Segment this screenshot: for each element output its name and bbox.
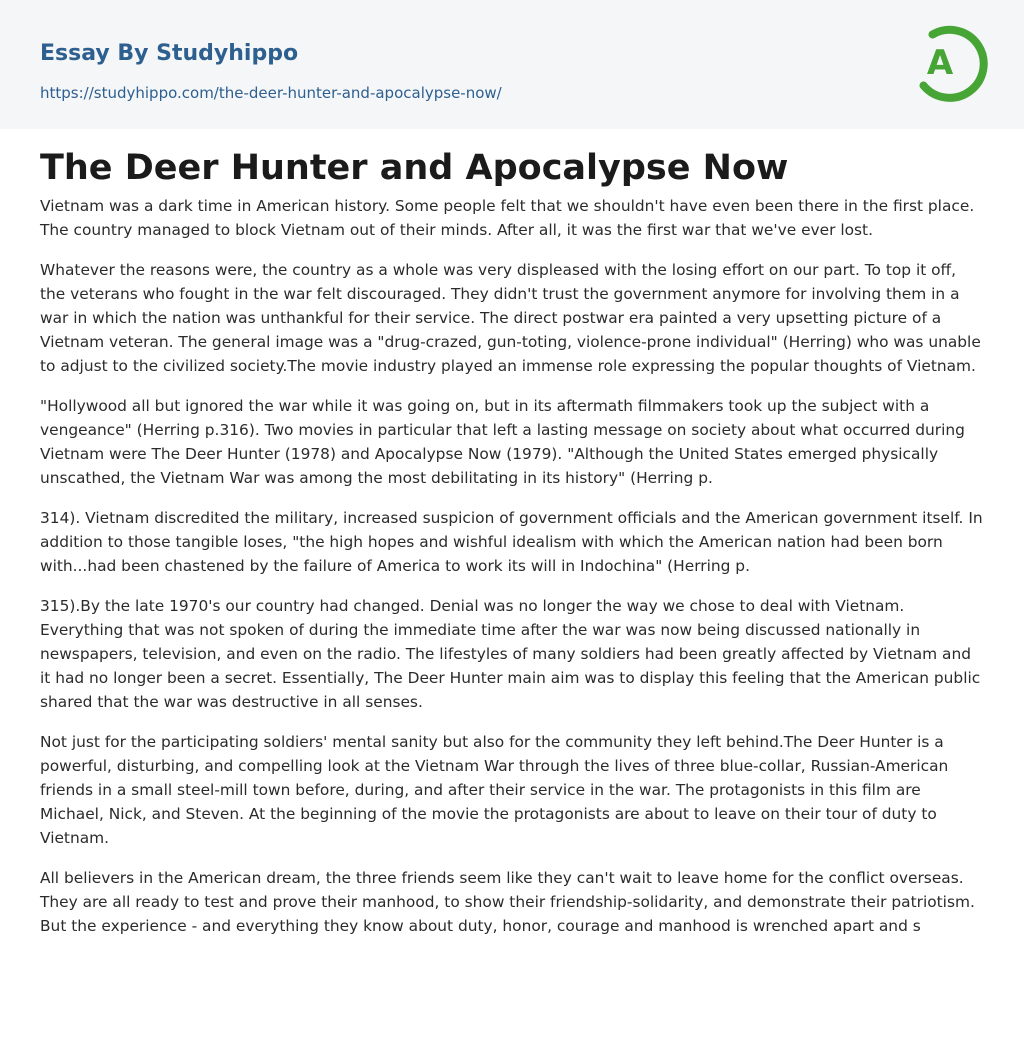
article-paragraph: 314). Vietnam discredited the military, increased suspicion of government officials and the American government itself. In addition to those tangible loses, "the high hopes and wishful idealism with which the American nation had been born with...had been chastened by the failure of America to work its will in Indochina" (Herring p. xyxy=(40,509,983,575)
article-title: The Deer Hunter and Apocalypse Now xyxy=(40,148,789,188)
article-paragraph: Whatever the reasons were, the country as a whole was very displeased with the losing effort on our part. To top it off, the veterans who fought in the war felt discouraged. They didn't trust the government anymore for involving them in a war in which the nation was unthankful for their service. The direct postwar era painted a very upsetting picture of a Vietnam veteran. The general image was a "drug-crazed, gun-toting, violence-prone individual" (Herring) who was unable to adjust to the civilized society.The movie industry played an immense role expressing the popular thoughts of Vietnam. xyxy=(40,261,981,375)
article-paragraph: "Hollywood all but ignored the war while it was going on, but in its aftermath filmmakers took up the subject with a vengeance" (Herring p.316). Two movies in particular that left a lasting message on society about what occurred during Vietnam were The Deer Hunter (1978) and Apocalypse Now (1979). "Although the United States emerged physically unscathed, the Vietnam War was among the most debilitating in its history" (Herring p. xyxy=(40,397,965,487)
site-brand[interactable]: Essay By Studyhippo xyxy=(40,41,299,66)
article-paragraph: Vietnam was a dark time in American history. Some people felt that we shouldn't have even been there in the first place. The country managed to block Vietnam out of their minds. After all, it was the first war that we've ever lost. xyxy=(40,197,975,239)
article-paragraph: Not just for the participating soldiers' mental sanity but also for the community they left behind.The Deer Hunter is a powerful, disturbing, and compelling look at the Vietnam War through the lives of three blue-collar, Russian-American friends in a small steel-mill town before, during, and after their service in the war. The protagonists in this film are Michael, Nick, and Steven. At the beginning of the movie the protagonists are about to leave on their tour of duty to Vietnam. xyxy=(40,733,949,847)
logo-letter: A xyxy=(926,43,954,83)
essay-url-link[interactable]: https://studyhippo.com/the-deer-hunter-and-apocalypse-now/ xyxy=(40,84,502,102)
site-header xyxy=(0,0,1024,129)
article-body xyxy=(40,194,984,954)
article-paragraph: All believers in the American dream, the three friends seem like they can't wait to leave home for the conflict overseas. They are all ready to test and prove their manhood, to show their friendship-solidarity, and demonstrate their patriotism. But the experience - and everything they know about duty, honor, courage and manhood is wrenched apart and s xyxy=(40,869,975,935)
studyhippo-logo-icon[interactable] xyxy=(912,19,988,105)
article-paragraph: 315).By the late 1970's our country had changed. Denial was no longer the way we chose to deal with Vietnam. Everything that was not spoken of during the immediate time after the war was now being discussed nationally in newspapers, television, and even on the radio. The lifestyles of many soldiers had been greatly affected by Vietnam and it had no longer been a secret. Essentially, The Deer Hunter main aim was to display this feeling that the American public shared that the war was destructive in all senses. xyxy=(40,597,981,711)
